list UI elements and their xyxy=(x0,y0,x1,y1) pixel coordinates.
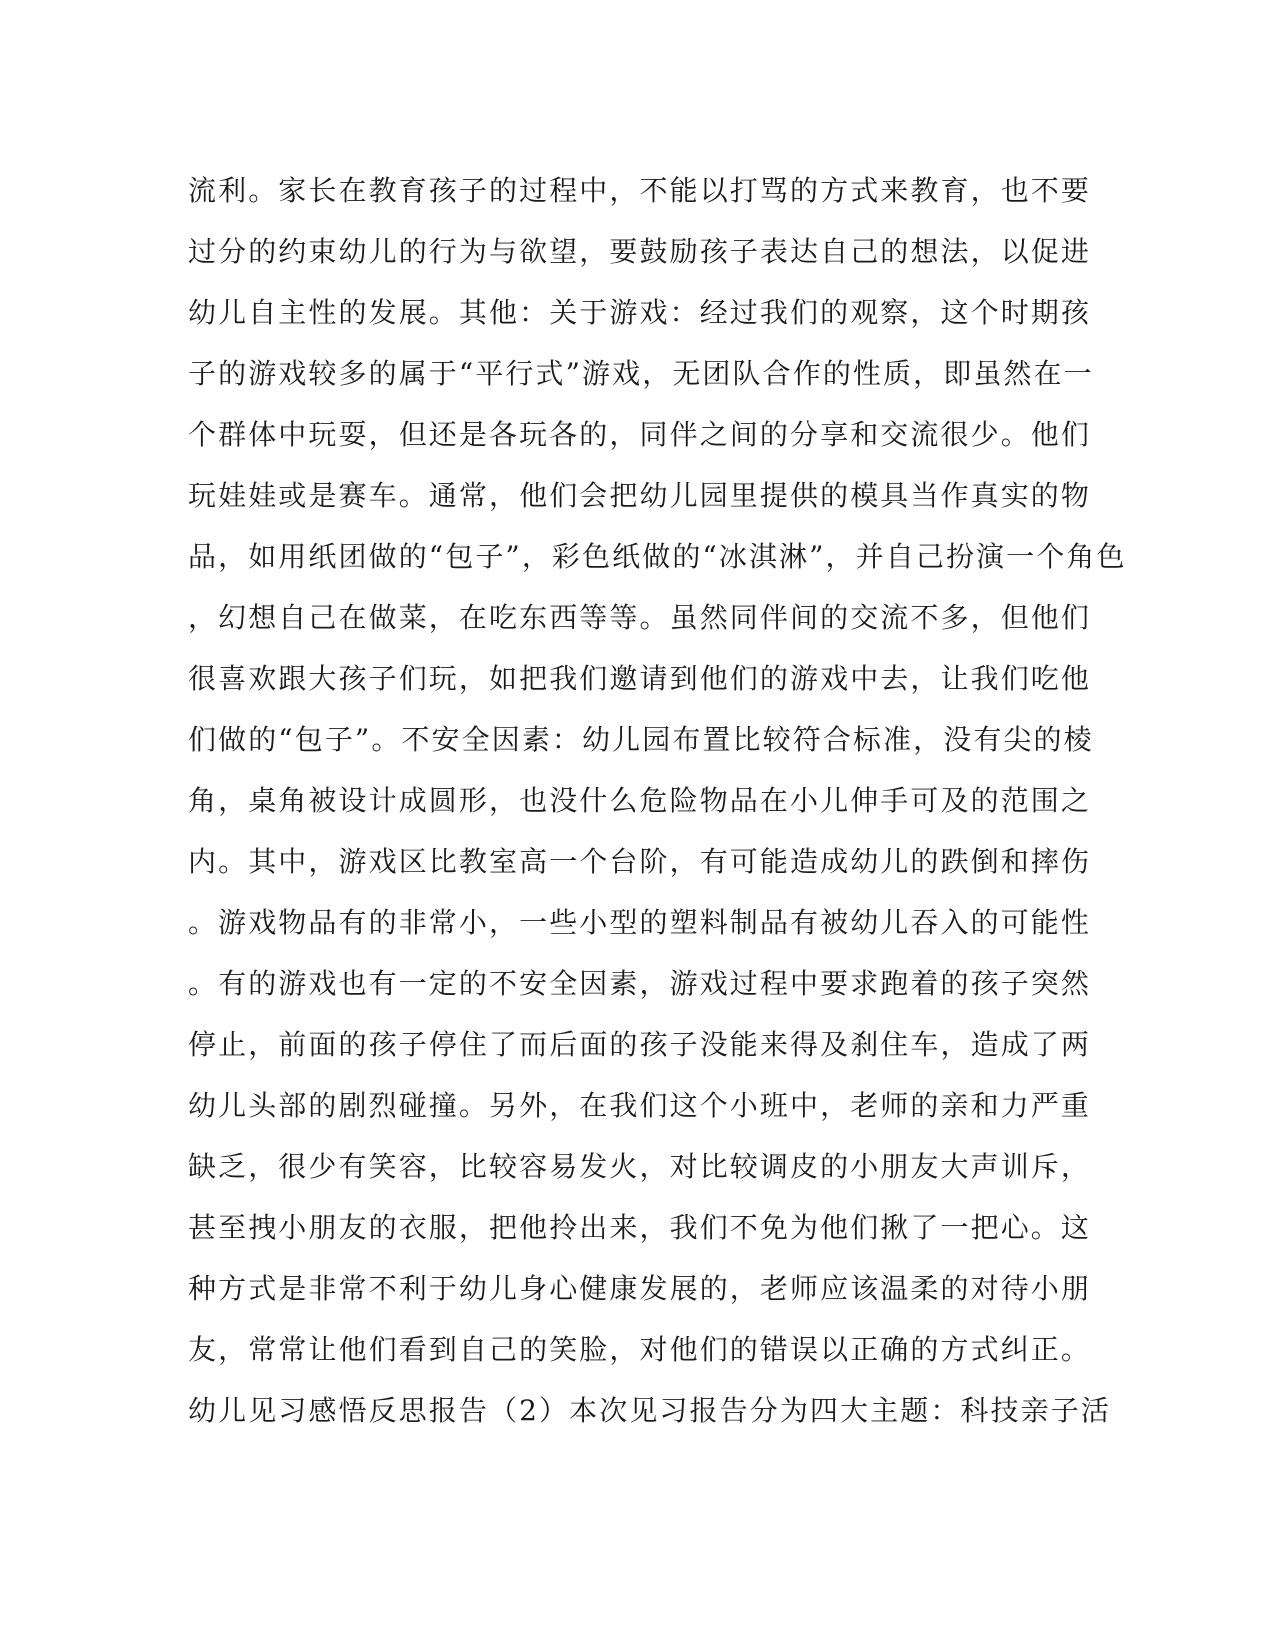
text-line: 。游戏物品有的非常小，一些小型的塑料制品有被幼儿吞入的可能性 xyxy=(188,906,1092,939)
text-line: 缺乏，很少有笑容，比较容易发火，对比较调皮的小朋友大声训斥， xyxy=(188,1150,1092,1183)
text-line: 很喜欢跟大孩子们玩，如把我们邀请到他们的游戏中去，让我们吃他 xyxy=(188,662,1092,695)
text-line: 。有的游戏也有一定的不安全因素，游戏过程中要求跑着的孩子突然 xyxy=(188,967,1092,1000)
text-line: 幼儿自主性的发展。其他：关于游戏：经过我们的观察，这个时期孩 xyxy=(188,296,1092,329)
text-line: 玩娃娃或是赛车。通常，他们会把幼儿园里提供的模具当作真实的物 xyxy=(188,479,1092,512)
text-line: ，幻想自己在做菜，在吃东西等等。虽然同伴间的交流不多，但他们 xyxy=(188,601,1092,634)
text-line: 幼儿见习感悟反思报告（2）本次见习报告分为四大主题：科技亲子活 xyxy=(188,1394,1111,1427)
text-line: 子的游戏较多的属于“平行式”游戏，无团队合作的性质，即虽然在一 xyxy=(188,357,1094,390)
text-line: 幼儿头部的剧烈碰撞。另外，在我们这个小班中，老师的亲和力严重 xyxy=(188,1089,1092,1122)
body-text xyxy=(188,160,1127,1441)
text-line: 们做的“包子”。不安全因素：幼儿园布置比较符合标准，没有尖的棱 xyxy=(188,723,1094,756)
text-line: 品，如用纸团做的“包子”，彩色纸做的“冰淇淋”，并自己扮演一个角色 xyxy=(188,540,1127,573)
text-line: 过分的约束幼儿的行为与欲望，要鼓励孩子表达自己的想法，以促进 xyxy=(188,235,1092,268)
text-line: 流利。家长在教育孩子的过程中，不能以打骂的方式来教育，也不要 xyxy=(188,174,1092,207)
text-line: 角，桌角被设计成圆形，也没什么危险物品在小儿伸手可及的范围之 xyxy=(188,784,1092,817)
text-line: 内。其中，游戏区比教室高一个台阶，有可能造成幼儿的跌倒和摔伤 xyxy=(188,845,1092,878)
text-line: 种方式是非常不利于幼儿身心健康发展的，老师应该温柔的对待小朋 xyxy=(188,1272,1092,1305)
text-line: 个群体中玩耍，但还是各玩各的，同伴之间的分享和交流很少。他们 xyxy=(188,418,1092,451)
text-line: 停止，前面的孩子停住了而后面的孩子没能来得及刹住车，造成了两 xyxy=(188,1028,1092,1061)
text-line: 友，常常让他们看到自己的笑脸，对他们的错误以正确的方式纠正。 xyxy=(188,1333,1092,1366)
text-line: 甚至拽小朋友的衣服，把他拎出来，我们不免为他们揪了一把心。这 xyxy=(188,1211,1092,1244)
